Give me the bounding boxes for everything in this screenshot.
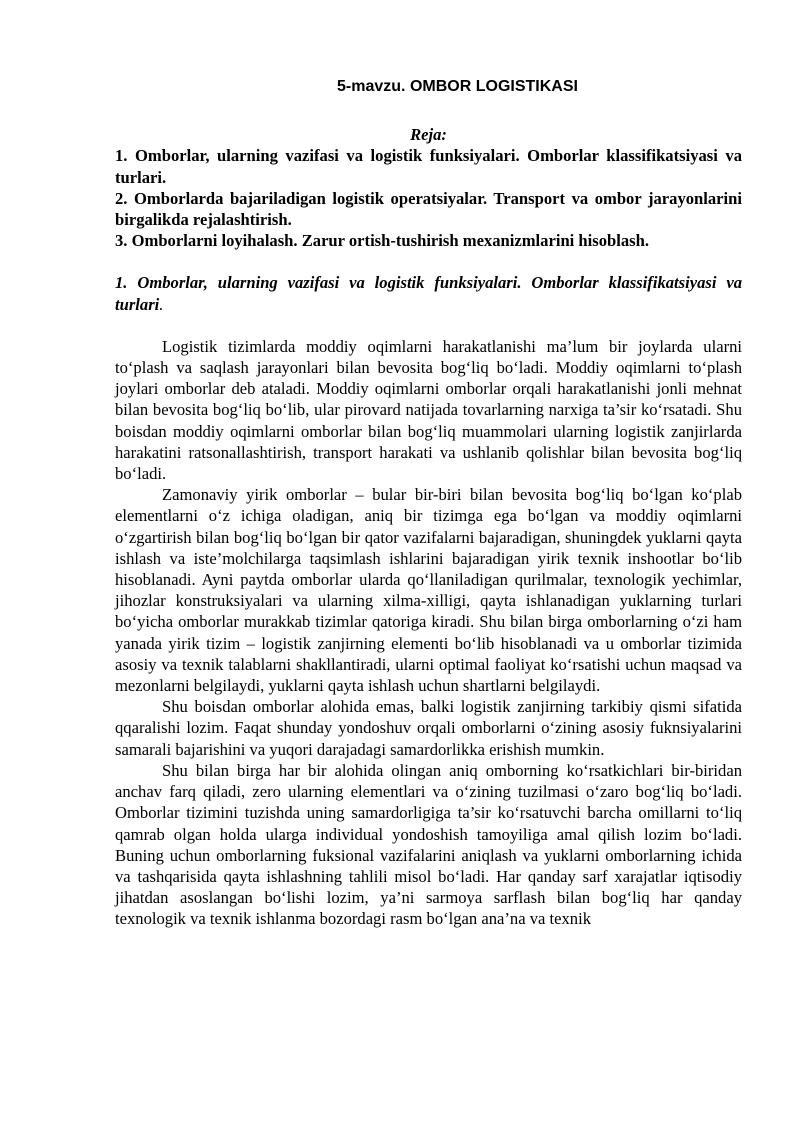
paragraph-4: Shu bilan birga har bir alohida olingan aniq omborning ko‘rsatkichlari bir-biridan anchav farq qiladi, zero ularning elementlari va o‘zining tuzilmasi o‘zaro bog‘liq bo‘ladi. Omborlar tizimini tuzishda uning samardorligiga ta’sir ko‘rsatuvchi barcha omillarni to‘liq qamrab olgan holda ularga individual yondoshish tamoyiliga amal qilish lozim bo‘ladi. Buning uchun omborlarning fuksional vazifalarini aniqlash va yuklarni omborlarning ichida va tashqarisida qayta ishlashning tahlili misol bo‘ladi. Har qanday sarf xarajatlar iqtisodiy jihatdan asoslangan bo‘lishi lozim, ya’ni sarmoya sarflash bilan bog‘liq har qanday texnologik va texnik ishlanma bozordagi rasm bo‘lgan ana’na va texnik [115, 760, 742, 929]
plan-item-3: 3. Omborlarni loyihalash. Zarur ortish-tushirish mexanizmlarini hisoblash. [115, 231, 649, 251]
section-heading-text: 1. Omborlar, ularning vazifasi va logistik funksiyalari. Omborlar klassifikatsiyasi va turlari [115, 273, 742, 314]
paragraph-1: Logistik tizimlarda moddiy oqimlarni harakatlanishi ma’lum bir joylarda ularni to‘plash va saqlash jarayonlari bilan bevosita bog‘liq bo‘ladi. Moddiy oqimlarni to‘plash joylari omborlar deb ataladi. Moddiy oqimlarni omborlar orqali harakatlanishi jonli mehnat bilan bevosita bog‘liq bo‘lib, ular pirovard natijada tovarlarning narxiga ta’sir ko‘rsatadi. Shu boisdan moddiy oqimlarni omborlar bilan bog‘liq muammolari ularning logistik zanjirlarda harakatini ratsonallashtirish, transport harakati va ushlanib qolishlar bilan bevosita bog‘liq bo‘ladi. [115, 336, 742, 484]
section-heading-period: . [159, 294, 164, 314]
plan-item-2: 2. Omborlarda bajariladigan logistik operatsiyalar. Transport va ombor jarayonlarini birgalikda rejalashtirish. [115, 188, 742, 230]
section-heading [115, 272, 742, 314]
paragraph-3: Shu boisdan omborlar alohida emas, balki logistik zanjirning tarkibiy qismi sifatida qqaralishi lozim. Faqat shunday yondoshuv orqali omborlarni o‘zining asosiy fuknsiyalarini samarali bajarishini va yuqori darajadagi samardorlikka erishish mumkin. [115, 697, 742, 759]
document-page [115, 72, 742, 930]
document-title: 5-mavzu. OMBOR LOGISTIKASI [337, 78, 578, 95]
paragraph-2: Zamonaviy yirik omborlar – bular bir-biri bilan bevosita bog‘liq bo‘lgan ko‘plab elementlarni o‘z ichiga oladigan, aniq bir tizimga ega bo‘lgan va moddiy oqimlarni o‘zgartirish bilan bog‘liq bo‘lgan bir qator vazifalarni bajaradigan, shuningdek yuklarni qayta ishlash va iste’molchilarga taqsimlash ishlarini bajaradigan yirik texnik inshootlar bo‘lib hisoblanadi. Ayni paytda omborlar ularda qo‘llaniladigan qurilmalar, texnologik yechimlar, jihozlar konstruksiyalari va ularning xilma-xilligi, qayta ishlanadigan yuklarning turlari bo‘yicha omborlar murakkab tizimlar qatoriga kiradi. Shu bilan birga omborlarning o‘zi ham yanada yirik tizim – logistik zanjirning elementi bo‘lib hisoblanadi va u omborlar tizimida asosiy va texnik talablarni shakllantiradi, ularni optimal faoliyat ko‘rsatishi uchun maqsad va mezonlarni belgilaydi, yuklarni qayta ishlash uchun shartlarni belgilaydi. [115, 485, 742, 696]
plan-item-1: 1. Omborlar, ularning vazifasi va logistik funksiyalari. Omborlar klassifikatsiyasi va turlari. [115, 146, 742, 187]
plan-label: Reja: [410, 125, 447, 145]
